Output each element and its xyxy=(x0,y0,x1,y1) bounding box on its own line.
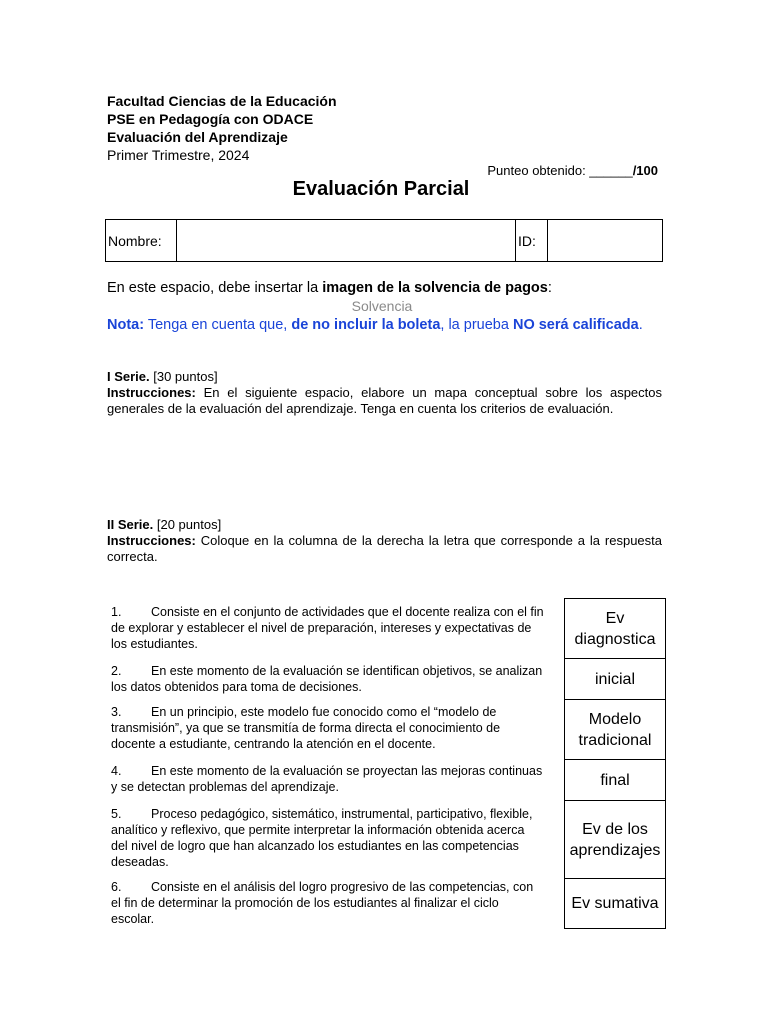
page-title: Evaluación Parcial xyxy=(292,178,470,200)
solvency-placeholder[interactable]: Solvencia xyxy=(351,298,413,314)
answer-5[interactable]: Ev de los aprendizajes xyxy=(565,801,665,879)
question-2: 2. En este momento de la evaluación se identifican objetivos, se analizan los datos obtenidos para toma de decisiones. xyxy=(111,664,543,694)
course-name: Evaluación del Aprendizaje xyxy=(107,129,288,145)
id-label: ID: xyxy=(516,220,548,262)
answer-2[interactable]: inicial xyxy=(565,659,665,700)
name-label: Nombre: xyxy=(106,220,177,262)
answer-column xyxy=(564,598,666,929)
answer-6[interactable]: Ev sumativa xyxy=(571,895,659,912)
serie-2-heading: II Serie. [20 puntos] xyxy=(107,517,222,532)
serie-2-instructions: Instrucciones: Coloque en la columna de la derecha la letra que corresponde a la respuesta correcta. xyxy=(107,533,662,564)
answer-1[interactable]: Ev diagnostica xyxy=(565,599,665,659)
program-name: PSE en Pedagogía con ODACE xyxy=(107,111,314,127)
question-3: 3. En un principio, este modelo fue conocido como el “modelo de transmisión”, ya que se transmitía de forma directa el conocimiento de docente a estudiante, centrando la atención en el docente. xyxy=(111,705,501,751)
question-4: 4. En este momento de la evaluación se proyectan las mejoras continuas y se detectan problemas del aprendizaje. xyxy=(111,764,543,794)
score-label: Punteo obtenido: ______ xyxy=(487,163,633,178)
term-label: Primer Trimestre, 2024 xyxy=(107,147,250,163)
name-field[interactable] xyxy=(177,220,516,262)
question-6: 6. Consiste en el análisis del logro progresivo de las competencias, con el fin de determinar la promoción de los estudiantes al finalizar el ciclo escolar. xyxy=(111,880,534,926)
id-field[interactable] xyxy=(548,220,663,262)
faculty-name: Facultad Ciencias de la Educación xyxy=(107,93,337,109)
score-total: /100 xyxy=(632,163,658,178)
student-info-table xyxy=(105,219,663,262)
score-line xyxy=(400,163,658,178)
note: Nota: Tenga en cuenta que, de no incluir la boleta, la prueba NO será calificada. xyxy=(107,317,643,333)
answer-3[interactable]: Modelo tradicional xyxy=(565,700,665,760)
serie-1-instructions: Instrucciones: En el siguiente espacio, elabore un mapa conceptual sobre los aspectos generales de la evaluación del aprendizaje. Tenga en cuenta los criterios de evaluación. xyxy=(107,385,662,416)
answer-4[interactable]: final xyxy=(565,760,665,801)
question-1: 1. Consiste en el conjunto de actividades que el docente realiza con el fin de explorar y establecer el nivel de preparación, intereses y expectativas de los estudiantes. xyxy=(111,605,544,651)
serie-1-heading: I Serie. [30 puntos] xyxy=(107,369,218,384)
question-5: 5. Proceso pedagógico, sistemático, instrumental, participativo, flexible, analítico y reflexivo, que permite interpretar la información obtenida acerca del nivel de logro que han alcanzado los estudiantes en las competencias deseadas. xyxy=(111,807,533,869)
solvency-instruction: En este espacio, debe insertar la imagen de la solvencia de pagos: xyxy=(107,280,552,296)
